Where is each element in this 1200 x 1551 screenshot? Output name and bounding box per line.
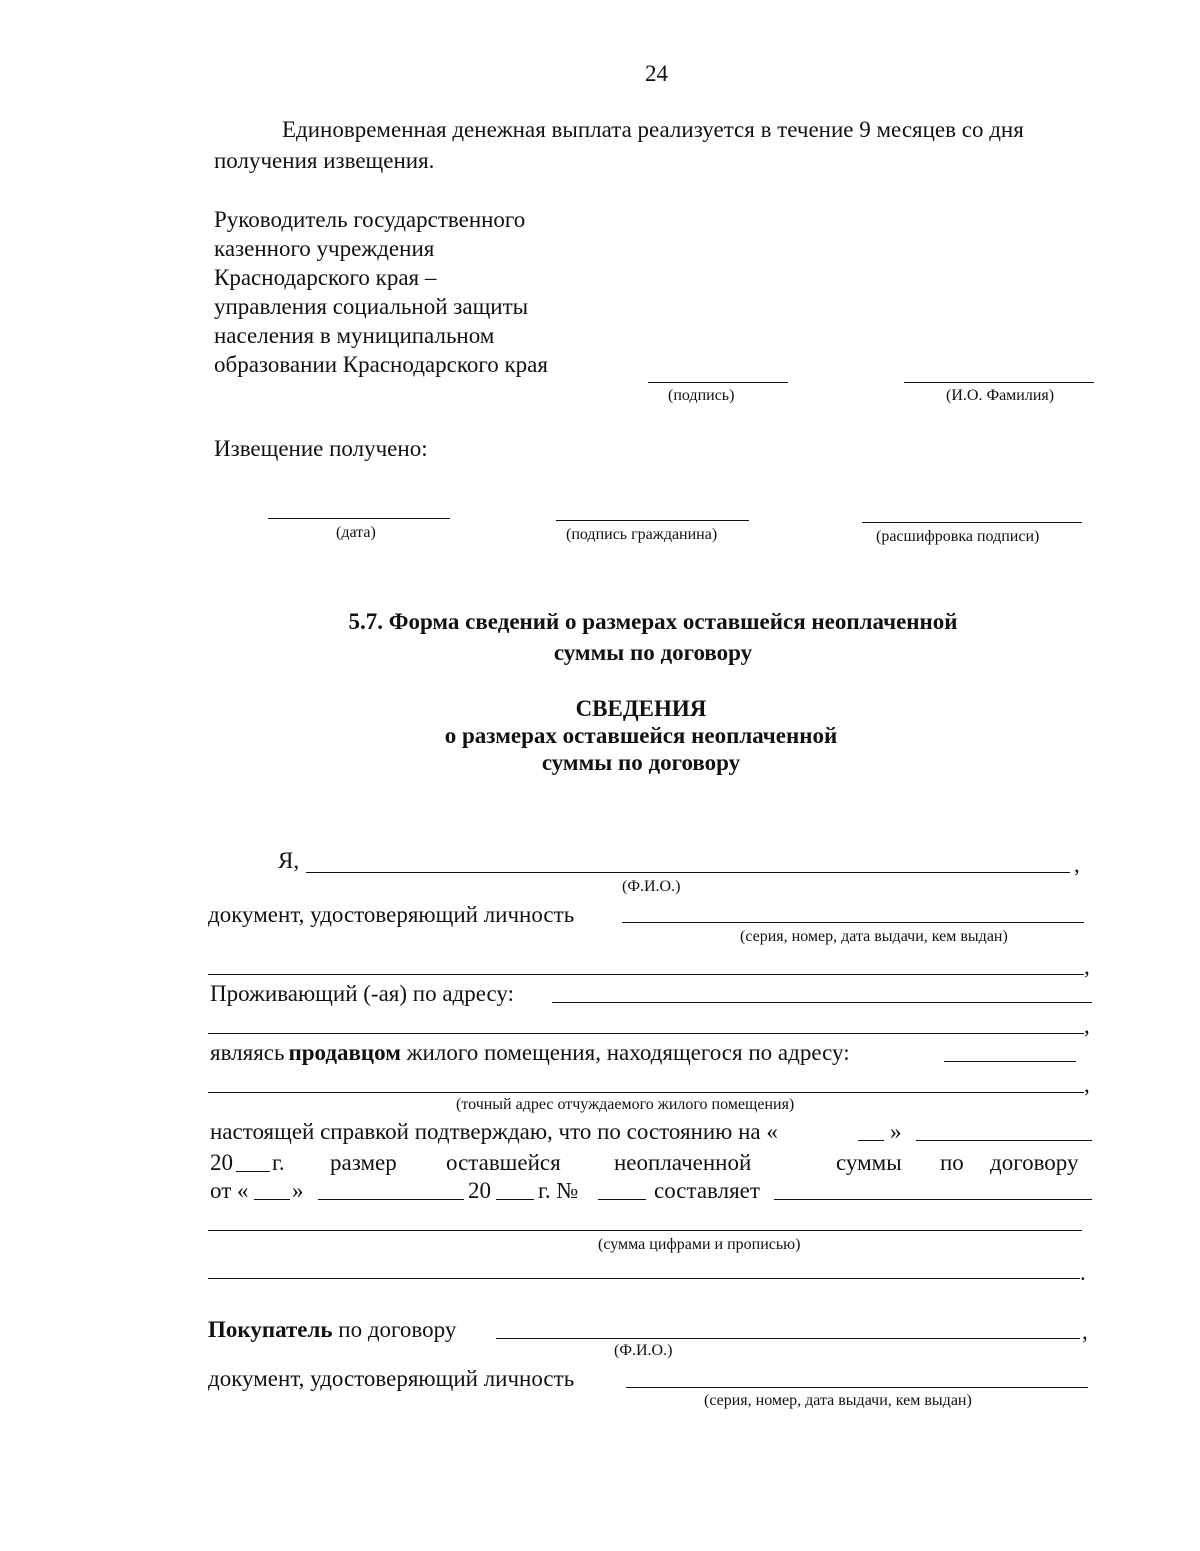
contract-number-blank[interactable]	[598, 1199, 646, 1200]
id-doc-blank-2[interactable]	[208, 974, 1084, 975]
size-word: суммы	[836, 1150, 902, 1175]
name-blank[interactable]	[904, 382, 1094, 383]
confirm-day-blank[interactable]	[858, 1140, 884, 1141]
year-suffix: г.	[272, 1150, 285, 1175]
from-day-blank[interactable]	[254, 1199, 290, 1200]
year-prefix: 20	[210, 1150, 233, 1175]
intro-line-2: получения извещения.	[214, 148, 435, 173]
from-year-blank[interactable]	[496, 1199, 534, 1200]
sum-period: .	[1080, 1260, 1086, 1285]
address-caption: (точный адрес отчуждаемого жилого помещения)	[456, 1096, 795, 1113]
from-month-blank[interactable]	[318, 1199, 464, 1200]
intro-line-1: Единовременная денежная выплата реализуется в течение 9 месяцев со дня	[282, 117, 1024, 142]
form-subheading-line-1: о размерах оставшейся неоплаченной	[444, 723, 838, 748]
id-doc-comma: ,	[1084, 954, 1090, 979]
signatory-line: населения в муниципальном	[214, 323, 495, 348]
citizen-signature-caption: (подпись гражданина)	[566, 526, 718, 543]
date-caption: (дата)	[336, 524, 376, 541]
from-close: »	[292, 1178, 304, 1203]
received-label: Извещение получено:	[214, 436, 428, 461]
seller-address-blank[interactable]	[944, 1061, 1076, 1062]
signatory-line: образовании Краснодарского края	[214, 352, 548, 377]
residing-blank-2[interactable]	[208, 1033, 1084, 1034]
buyer-id-label: документ, удостоверяющий личность	[208, 1366, 575, 1391]
buyer-suffix: по договору	[338, 1317, 457, 1342]
fio-comma: ,	[1074, 852, 1080, 877]
residing-blank[interactable]	[552, 1002, 1092, 1003]
from-open: от «	[210, 1178, 249, 1203]
confirm-close: »	[890, 1119, 902, 1144]
size-word: неоплаченной	[614, 1150, 752, 1175]
citizen-signature-blank[interactable]	[556, 520, 749, 521]
signatory-line: Руководитель государственного	[214, 207, 526, 232]
date-blank[interactable]	[268, 518, 450, 519]
seller-suffix: жилого помещения, находящегося по адресу:	[406, 1040, 850, 1065]
residing-label: Проживающий (-ая) по адресу:	[210, 981, 515, 1006]
form-heading: СВЕДЕНИЯ	[575, 696, 707, 721]
signature-decode-caption: (расшифровка подписи)	[876, 528, 1040, 545]
sum-blank[interactable]	[208, 1230, 1082, 1231]
from-year: 20	[468, 1178, 491, 1203]
buyer-id-caption: (серия, номер, дата выдачи, кем выдан)	[704, 1392, 972, 1409]
confirm-text: настоящей справкой подтверждаю, что по состоянию на «	[210, 1119, 778, 1144]
buyer-comma: ,	[1082, 1319, 1088, 1344]
id-doc-blank[interactable]	[622, 922, 1084, 923]
ya-label: Я,	[278, 848, 300, 873]
seller-word: продавцом	[288, 1040, 401, 1065]
id-doc-label: документ, удостоверяющий личность	[208, 902, 575, 927]
size-word: оставшейся	[446, 1150, 561, 1175]
fio-caption: (Ф.И.О.)	[622, 878, 681, 895]
signatory-line: управления социальной защиты	[214, 294, 529, 319]
sum-blank-2[interactable]	[208, 1278, 1080, 1279]
sum-caption: (сумма цифрами и прописью)	[598, 1236, 801, 1253]
signature-decode-blank[interactable]	[862, 522, 1082, 523]
seller-prefix: являясь	[210, 1040, 285, 1065]
size-word: размер	[330, 1150, 397, 1175]
form-subheading-line-2: суммы по договору	[541, 750, 741, 775]
signatory-line: казенного учреждения	[214, 236, 435, 261]
buyer-line	[208, 1318, 456, 1341]
size-word: по	[940, 1150, 964, 1175]
size-word: договору	[990, 1150, 1079, 1175]
id-doc-caption: (серия, номер, дата выдачи, кем выдан)	[740, 928, 1008, 945]
confirm-month-blank[interactable]	[916, 1140, 1092, 1141]
seller-address-blank-2[interactable]	[208, 1092, 1084, 1093]
name-caption: (И.О. Фамилия)	[946, 387, 1055, 404]
signatory-line: Краснодарского края –	[214, 265, 437, 290]
signature-caption: (подпись)	[668, 387, 735, 404]
amount-blank[interactable]	[774, 1199, 1092, 1200]
seller-address-comma: ,	[1084, 1072, 1090, 1097]
buyer-id-blank[interactable]	[626, 1387, 1088, 1388]
amounts-to: составляет	[654, 1178, 760, 1203]
page-number: 24	[645, 61, 668, 86]
section-title-line-1: 5.7. Форма сведений о размерах оставшейся неоплаченной	[348, 609, 958, 634]
seller-line	[210, 1041, 850, 1064]
buyer-word: Покупатель	[208, 1317, 333, 1342]
from-g-no: г. №	[538, 1178, 579, 1203]
signature-blank[interactable]	[648, 382, 788, 383]
section-title-line-2: суммы по договору	[553, 640, 753, 665]
year-blank[interactable]	[236, 1171, 270, 1172]
buyer-fio-caption: (Ф.И.О.)	[614, 1342, 673, 1359]
fio-blank[interactable]	[306, 872, 1070, 873]
buyer-fio-blank[interactable]	[496, 1338, 1080, 1339]
residing-comma: ,	[1084, 1013, 1090, 1038]
